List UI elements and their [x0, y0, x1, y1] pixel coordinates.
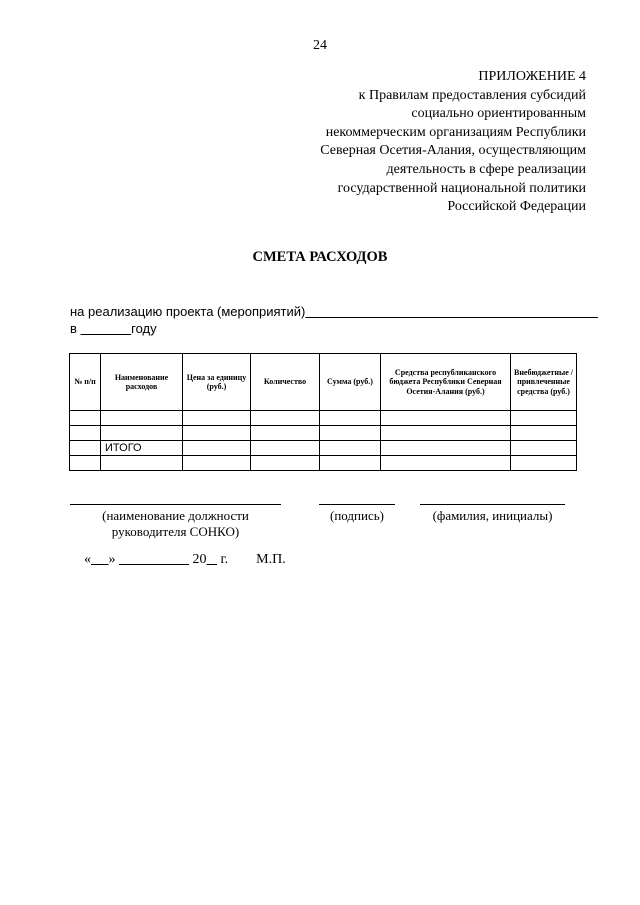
table-cell[interactable]: [320, 426, 381, 441]
table-cell[interactable]: [101, 411, 183, 426]
table-cell[interactable]: [320, 456, 381, 471]
table-header-row: [70, 354, 577, 411]
header-sum: Сумма (руб.): [320, 354, 381, 411]
appendix-line: к Правилам предоставления субсидий: [358, 87, 586, 103]
table-cell[interactable]: [183, 426, 251, 441]
appendix-line: государственной национальной политики: [337, 180, 586, 196]
table-cell[interactable]: [101, 456, 183, 471]
header-unit-price: Цена за единицу (руб.): [183, 354, 251, 411]
project-blank[interactable]: [305, 304, 598, 319]
table-cell[interactable]: [320, 441, 381, 456]
table-cell[interactable]: [183, 411, 251, 426]
table-cell[interactable]: [101, 426, 183, 441]
table-cell[interactable]: [320, 411, 381, 426]
table-cell[interactable]: [183, 456, 251, 471]
table-cell[interactable]: [251, 456, 320, 471]
position-caption: [70, 508, 281, 540]
table-cell[interactable]: [381, 411, 511, 426]
close-quote: »: [108, 552, 116, 567]
document-title: СМЕТА РАСХОДОВ: [252, 249, 388, 265]
name-signature-line[interactable]: [420, 504, 565, 505]
day-blank[interactable]: [91, 552, 109, 567]
table-row: [70, 456, 577, 471]
open-quote: «: [84, 552, 91, 567]
table-total-row: [70, 441, 577, 456]
intro-block: [70, 303, 598, 337]
signature-caption: (подпись): [330, 508, 384, 523]
table-cell[interactable]: [70, 441, 101, 456]
position-signature-line[interactable]: [70, 504, 281, 505]
total-label: ИТОГО: [101, 441, 183, 456]
name-caption: (фамилия, инициалы): [432, 508, 553, 523]
position-caption-line: руководителя СОНКО): [111, 524, 240, 539]
year-suffix: г.: [220, 552, 229, 567]
table-row: [70, 426, 577, 441]
header-extrabudgetary: Внебюджетные / привлеченные средства (руб.): [511, 354, 577, 411]
appendix-line: социально ориентированным: [411, 106, 586, 122]
appendix-line: ПРИЛОЖЕНИЕ 4: [478, 69, 586, 84]
year-prefix: 20: [192, 552, 207, 567]
year-suffix: году: [131, 321, 157, 336]
table-cell[interactable]: [511, 426, 577, 441]
table-row: [70, 411, 577, 426]
header-quantity: Количество: [251, 354, 320, 411]
table-cell[interactable]: [251, 411, 320, 426]
appendix-block: [320, 68, 586, 217]
table-cell[interactable]: [511, 456, 577, 471]
table-cell[interactable]: [511, 411, 577, 426]
table-cell[interactable]: [381, 441, 511, 456]
table-cell[interactable]: [70, 411, 101, 426]
project-line: [70, 303, 598, 320]
appendix-line: некоммерческим организациям Республики: [325, 124, 586, 140]
table-cell[interactable]: [511, 441, 577, 456]
header-expense-name: Наименование расходов: [101, 354, 183, 411]
table-cell[interactable]: [381, 456, 511, 471]
year-blank[interactable]: [81, 321, 132, 336]
page-number: 24: [313, 38, 327, 53]
year-line: [70, 320, 598, 337]
header-republic-budget: Средства республиканского бюджета Республики Северная Осетия-Алания (руб.): [381, 354, 511, 411]
header-number: № п/п: [70, 354, 101, 411]
table-cell[interactable]: [381, 426, 511, 441]
table-cell[interactable]: [251, 441, 320, 456]
appendix-line: Северная Осетия-Алания, осуществляющим: [320, 143, 586, 159]
year-blank[interactable]: [207, 552, 218, 567]
estimate-table: [69, 353, 577, 471]
table-cell[interactable]: [70, 456, 101, 471]
table-cell[interactable]: [183, 441, 251, 456]
table-cell[interactable]: [70, 426, 101, 441]
month-blank[interactable]: [119, 552, 189, 567]
project-label: на реализацию проекта (мероприятий): [70, 304, 306, 319]
stamp-mark: М.П.: [256, 552, 286, 567]
year-prefix: в: [70, 321, 77, 336]
signature-line[interactable]: [319, 504, 395, 505]
appendix-line: Российской Федерации: [447, 199, 586, 215]
position-caption-line: (наименование должности: [102, 508, 249, 523]
date-line: [84, 552, 286, 568]
appendix-line: деятельность в сфере реализации: [386, 161, 586, 177]
table-cell[interactable]: [251, 426, 320, 441]
